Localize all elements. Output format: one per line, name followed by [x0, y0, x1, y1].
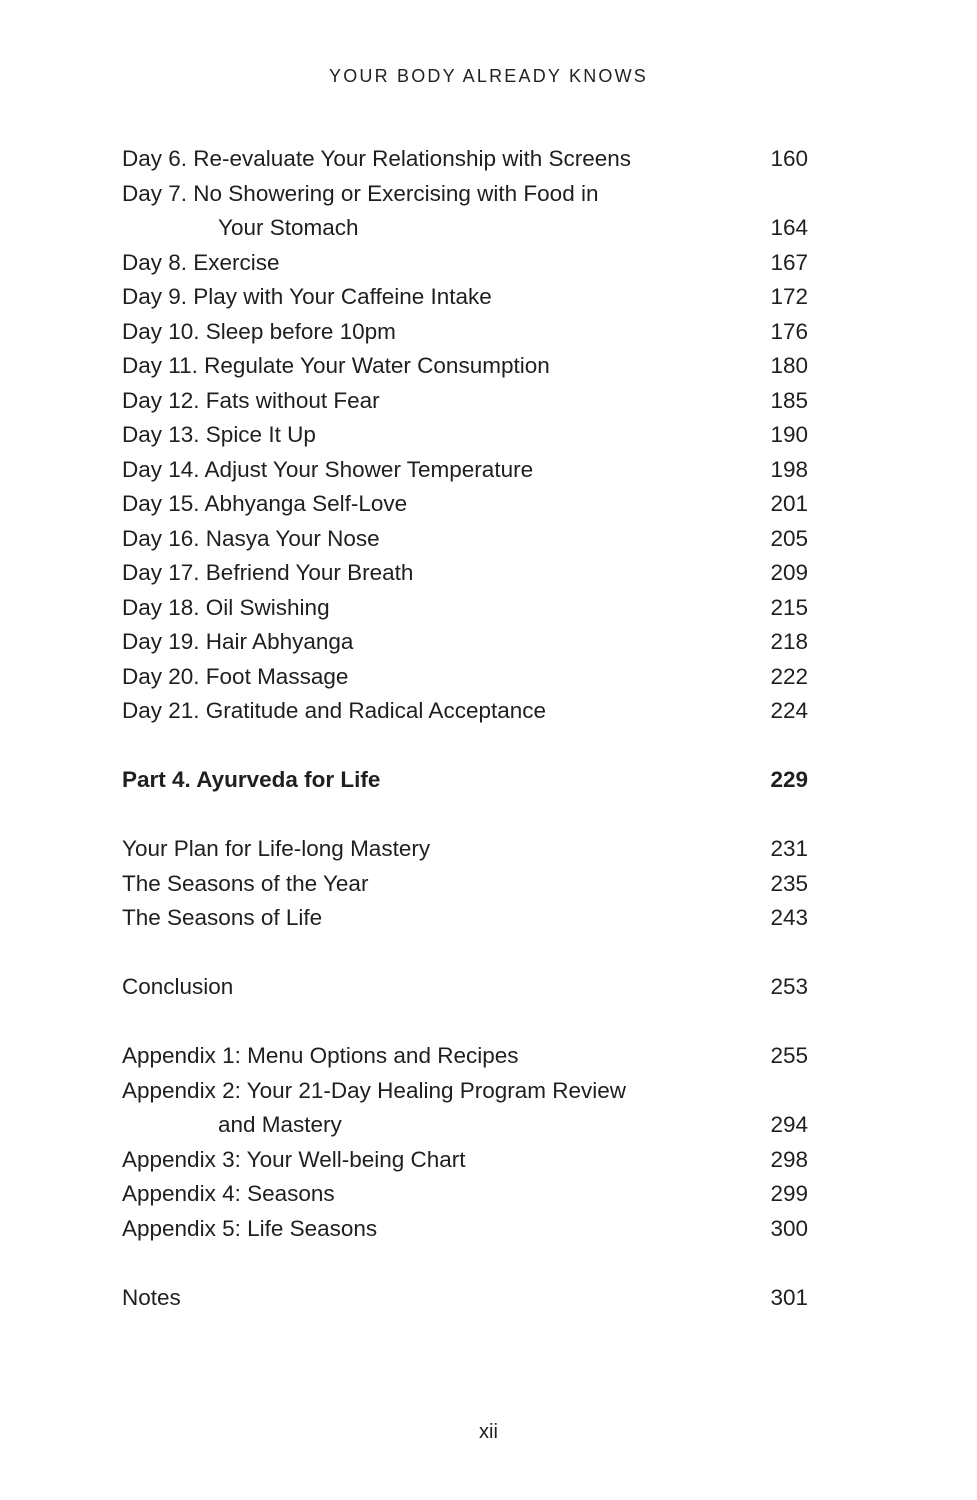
toc-entry-day-15	[122, 487, 808, 522]
toc-entry-title: Day 10. Sleep before 10pm	[122, 318, 396, 344]
toc-entry-day-9	[122, 280, 808, 315]
toc-entry-page: 243	[770, 905, 808, 930]
toc-entry-page: 218	[770, 629, 808, 654]
page-number: xii	[479, 1421, 498, 1443]
toc-entry-seasons-life	[122, 901, 808, 936]
section-spacer	[122, 1005, 808, 1040]
toc-entry-day-19	[122, 625, 808, 660]
toc-entry-day-21	[122, 694, 808, 729]
section-spacer	[122, 729, 808, 764]
toc-entry-day-13	[122, 418, 808, 453]
toc-entry-page: 164	[770, 215, 808, 240]
toc-entry-page: 224	[770, 698, 808, 723]
toc-entry-page: 253	[770, 974, 808, 999]
section-spacer	[122, 798, 808, 833]
toc-entry-page: 215	[770, 594, 808, 620]
toc-part-title: Part 4. Ayurveda for Life	[122, 767, 381, 792]
toc-entry-page: 300	[770, 1215, 808, 1241]
toc-entry-page: 201	[770, 491, 808, 516]
toc-entry-title: Day 19. Hair Abhyanga	[122, 629, 354, 654]
toc-entry-page: 172	[770, 284, 808, 309]
toc-entry-day-17	[122, 556, 808, 591]
toc-entry-title-continued: and Mastery	[218, 1112, 342, 1137]
toc-entry-page: 198	[770, 456, 808, 482]
toc-entry-title: Day 6. Re-evaluate Your Relationship with Screens	[122, 146, 632, 171]
toc-entry-page: 235	[770, 870, 808, 896]
toc-entry-appendix-3	[122, 1143, 808, 1178]
toc-entry-page: 298	[770, 1146, 808, 1172]
toc-entry-title: Day 9. Play with Your Caffeine Intake	[122, 284, 492, 309]
toc-entry-day-16	[122, 522, 808, 557]
toc-entry-title: Day 20. Foot Massage	[122, 663, 349, 689]
toc-part-page: 229	[770, 767, 808, 792]
toc-entry-page: 255	[770, 1043, 808, 1068]
toc-entry-page: 299	[770, 1181, 808, 1206]
table-of-contents	[122, 142, 808, 1315]
running-head: YOUR BODY ALREADY KNOWS	[328, 66, 648, 86]
toc-entry-day-18	[122, 591, 808, 626]
toc-entry-page: 180	[770, 353, 808, 378]
toc-entry-part-4	[122, 763, 808, 798]
toc-entry-day-14	[122, 453, 808, 488]
toc-entry-appendix-4	[122, 1177, 808, 1212]
toc-entry-day-12	[122, 384, 808, 419]
toc-entry-page: 294	[770, 1112, 808, 1137]
toc-entry-title: Day 16. Nasya Your Nose	[122, 525, 380, 551]
toc-entry-appendix-2	[122, 1074, 808, 1143]
toc-entry-page: 190	[770, 422, 808, 447]
toc-entry-page: 185	[770, 387, 808, 413]
toc-entry-title: Day 17. Befriend Your Breath	[122, 560, 414, 585]
toc-entry-title: Day 21. Gratitude and Radical Acceptance	[122, 698, 547, 723]
toc-entry-title: Appendix 1: Menu Options and Recipes	[122, 1043, 519, 1068]
toc-entry-day-11	[122, 349, 808, 384]
toc-entry-title-continued: Your Stomach	[218, 215, 359, 240]
toc-entry-title: The Seasons of Life	[122, 905, 323, 930]
toc-entry-title: Day 7. No Showering or Exercising with Food in	[122, 180, 599, 206]
toc-entry-day-8	[122, 246, 808, 281]
toc-entry-page: 231	[770, 836, 808, 861]
toc-entry-day-7	[122, 177, 808, 246]
toc-entry-life-mastery	[122, 832, 808, 867]
toc-entry-title: Day 8. Exercise	[122, 249, 280, 275]
toc-entry-day-6	[122, 142, 808, 177]
toc-entry-seasons-year	[122, 867, 808, 902]
toc-entry-title: Day 14. Adjust Your Shower Temperature	[122, 456, 534, 482]
toc-entry-page: 301	[770, 1284, 808, 1310]
toc-entry-title: The Seasons of the Year	[122, 870, 369, 896]
toc-entry-day-10	[122, 315, 808, 350]
toc-entry-day-20	[122, 660, 808, 695]
section-spacer	[122, 1246, 808, 1281]
toc-entry-title: Appendix 2: Your 21-Day Healing Program Review	[122, 1077, 627, 1103]
toc-entry-title: Appendix 5: Life Seasons	[122, 1215, 378, 1241]
toc-entry-title: Notes	[122, 1284, 181, 1310]
toc-entry-title: Your Plan for Life-long Mastery	[122, 836, 431, 861]
section-spacer	[122, 936, 808, 971]
toc-entry-page: 176	[770, 318, 808, 344]
toc-entry-title: Day 15. Abhyanga Self-Love	[122, 491, 408, 516]
toc-entry-appendix-5	[122, 1212, 808, 1247]
toc-entry-appendix-1	[122, 1039, 808, 1074]
toc-entry-title: Appendix 4: Seasons	[122, 1181, 335, 1206]
toc-entry-title: Day 18. Oil Swishing	[122, 594, 330, 620]
toc-entry-title: Day 11. Regulate Your Water Consumption	[122, 353, 550, 378]
toc-entry-title: Day 12. Fats without Fear	[122, 387, 380, 413]
toc-entry-page: 222	[770, 663, 808, 689]
toc-entry-title: Conclusion	[122, 974, 234, 999]
toc-entry-page: 160	[770, 146, 808, 171]
toc-entry-page: 209	[770, 560, 808, 585]
toc-entry-page: 167	[770, 249, 808, 275]
toc-entry-title: Appendix 3: Your Well-being Chart	[122, 1146, 466, 1172]
toc-entry-title: Day 13. Spice It Up	[122, 422, 316, 447]
toc-entry-notes	[122, 1281, 808, 1316]
toc-entry-conclusion	[122, 970, 808, 1005]
toc-entry-page: 205	[770, 525, 808, 551]
